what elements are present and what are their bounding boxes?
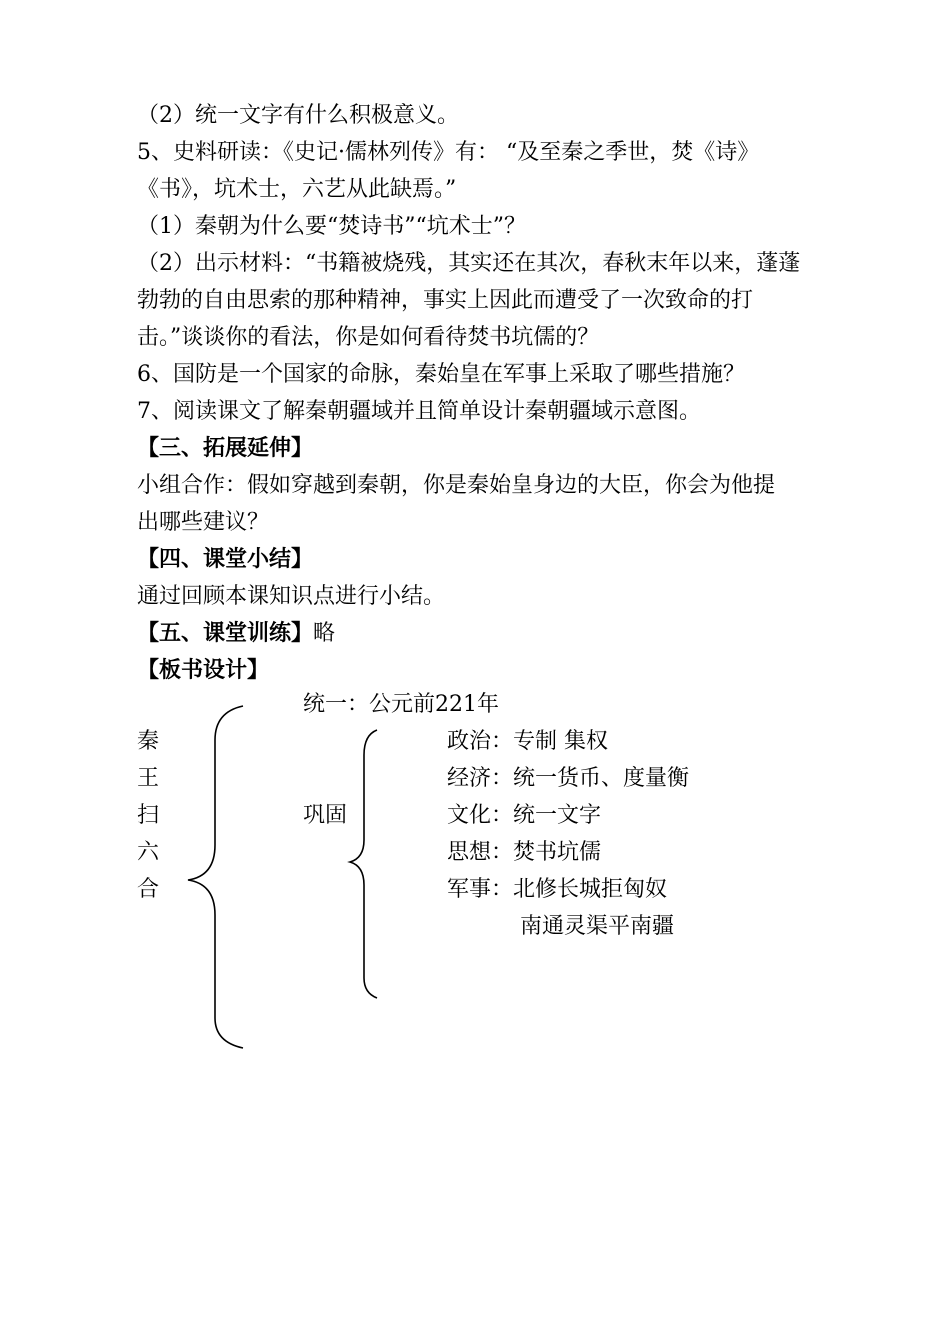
board-military-1: 军事：北修长城拒匈奴 <box>447 877 668 902</box>
section-extension-text-cont: 出哪些建议？ <box>137 510 270 535</box>
question-5-sub-1: （1）秦朝为什么要“焚诗书”“坑术士”？ <box>137 214 526 239</box>
question-7-territory: 7、阅读课文了解秦朝疆域并且简单设计秦朝疆域示意图。 <box>137 399 701 424</box>
section-extension-text: 小组合作：假如穿越到秦朝，你是秦始皇身边的大臣，你会为他提 <box>137 473 776 498</box>
board-consolidate: 巩固 <box>303 803 348 828</box>
board-culture: 文化：统一文字 <box>447 803 602 828</box>
board-politics: 政治：专制 集权 <box>447 729 608 754</box>
board-left-char-2: 王 <box>137 766 160 791</box>
board-thought: 思想：焚书坑儒 <box>447 840 602 865</box>
question-2-unify-script: （2）统一文字有什么积极意义。 <box>137 103 459 128</box>
section-practice-note: 略 <box>313 621 336 646</box>
section-practice-heading: 【五、课堂训练】 <box>137 620 314 646</box>
question-5-sub-2-end: 击。”谈谈你的看法，你是如何看待焚书坑儒的？ <box>137 325 600 350</box>
question-6-defense: 6、国防是一个国家的命脉，秦始皇在军事上采取了哪些措施？ <box>137 362 745 387</box>
section-summary-heading: 【四、课堂小结】 <box>137 546 314 572</box>
board-left-char-5: 合 <box>137 877 160 902</box>
question-5-source-study-cont: 《书》，坑术士，六艺从此缺焉。” <box>137 177 457 202</box>
board-left-char-4: 六 <box>137 840 160 865</box>
board-military-2: 南通灵渠平南疆 <box>520 914 675 939</box>
board-design-heading: 【板书设计】 <box>137 657 270 683</box>
question-5-sub-2: （2）出示材料：“书籍被烧残，其实还在其次，春秋末年以来，蓬蓬 <box>137 251 801 276</box>
question-5-sub-2-cont: 勃勃的自由思索的那种精神，事实上因此而遭受了一次致命的打 <box>137 288 754 313</box>
question-5-source-study: 5、史料研读：《史记·儒林列传》有： “及至秦之季世，焚《诗》 <box>137 140 760 165</box>
board-left-char-1: 秦 <box>137 729 160 754</box>
small-left-brace <box>350 730 377 998</box>
section-summary-text: 通过回顾本课知识点进行小结。 <box>137 584 446 609</box>
large-left-brace <box>188 706 243 1048</box>
board-unify: 统一：公元前221年 <box>303 692 499 717</box>
board-left-char-3: 扫 <box>137 803 160 828</box>
section-extension-heading: 【三、拓展延伸】 <box>137 435 314 461</box>
board-economy: 经济：统一货币、度量衡 <box>447 766 690 791</box>
